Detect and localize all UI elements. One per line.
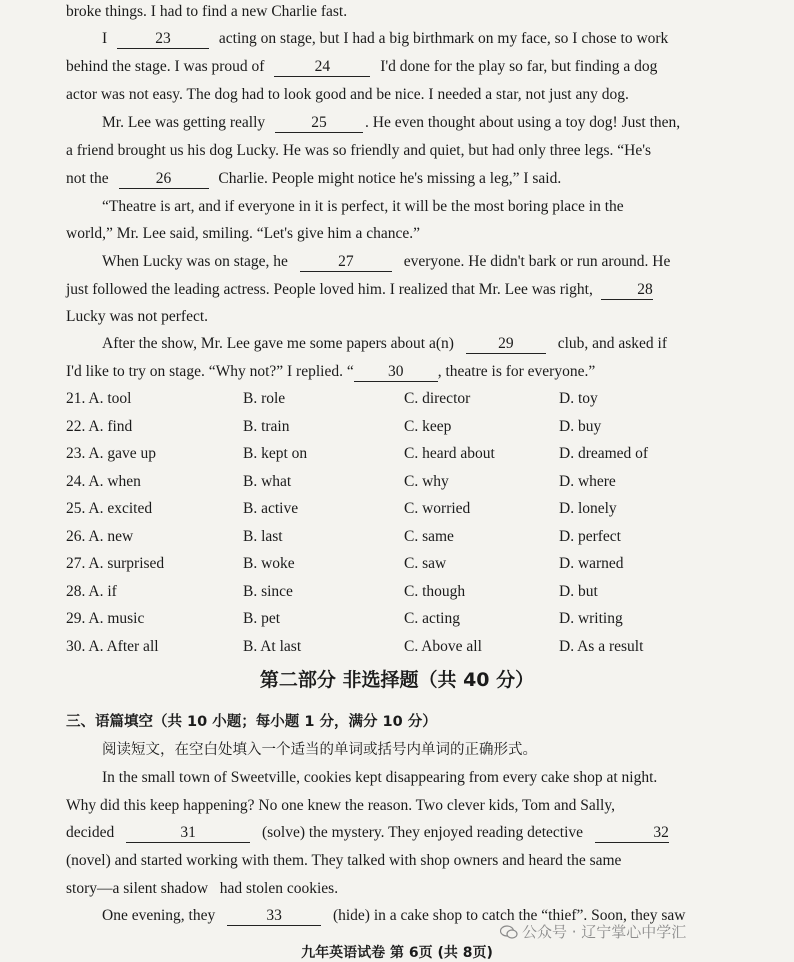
option-d: D. toy [559,390,598,407]
blank-29: 29 [466,335,546,354]
option-c: C. same [404,528,454,545]
watermark: 公众号 · 辽宁掌心中学汇 [500,921,686,942]
passage-line: I'd like to try on stage. “Why not?” I replied. “ 30 , theatre is for everyone.” [66,363,596,380]
blank-24: 24 [274,58,370,77]
option-row: 26. A. new [66,528,134,545]
option-c: C. director [404,390,471,407]
passage-line: world,” Mr. Lee said, smiling. “Let's give him a chance.” [66,225,421,242]
option-b: B. kept on [243,445,308,462]
option-d: D. buy [559,418,602,435]
option-c: C. heard about [404,445,495,462]
passage-line: broke things. I had to find a new Charlie fast. [66,3,348,20]
instruction-text: 阅读短文，在空白处填入一个适当的单词或括号内单词的正确形式。 [102,742,537,758]
passage-line: (novel) and started working with them. They talked with shop owners and heard the same [66,852,622,869]
option-c: C. worried [404,500,471,517]
option-row: 29. A. music [66,610,145,627]
option-b: B. active [243,500,299,517]
blank-28: 28 [601,281,653,300]
blank-30: 30 [354,363,438,382]
option-b: B. what [243,473,292,490]
option-d: D. where [559,473,616,490]
option-d: D. As a result [559,638,644,655]
option-b: B. pet [243,610,281,627]
option-row: 25. A. excited [66,500,153,517]
passage-line: I 23 acting on stage, but I had a big birthmark on my face, so I chose to work [102,30,669,47]
blank-25: 25 [275,114,363,133]
option-b: B. since [243,583,293,600]
blank-31: 31 [126,824,250,843]
option-row: 21. A. tool [66,390,132,407]
option-c: C. acting [404,610,460,627]
option-b: B. last [243,528,283,545]
option-row: 23. A. gave up [66,445,156,462]
passage-line: not the 26 Charlie. People might notice he's missing a leg,” I said. [66,170,562,187]
option-d: D. perfect [559,528,621,545]
passage-line: decided 31 (solve) the mystery. They enjoyed reading detective 32 [66,824,669,841]
option-row: 30. A. After all [66,638,159,655]
option-b: B. train [243,418,290,435]
passage-line: One evening, they 33 (hide) in a cake shop to catch the “thief”. Soon, they saw [102,907,686,924]
option-c: C. Above all [404,638,482,655]
passage-line: story—a silent shadow had stolen cookies. [66,880,339,897]
passage-line: In the small town of Sweetville, cookies kept disappearing from every cake shop at night. [102,769,658,786]
option-d: D. warned [559,555,624,572]
blank-26: 26 [119,170,209,189]
section-title: 三、语篇填空（共 10 小题；每小题 1 分，满分 10 分） [66,714,437,730]
option-c: C. though [404,583,466,600]
blank-23: 23 [117,30,209,49]
passage-line: “Theatre is art, and if everyone in it is perfect, it will be the most boring place in the [102,198,624,215]
passage-line: Mr. Lee was getting really 25 . He even thought about using a toy dog! Just then, [102,114,681,131]
option-row: 28. A. if [66,583,117,600]
option-c: C. why [404,473,449,490]
blank-33: 33 [227,907,321,926]
passage-line: just followed the leading actress. People loved him. I realized that Mr. Lee was right, 28 [66,281,653,298]
passage-line: When Lucky was on stage, he 27 everyone. He didn't bark or run around. He [102,253,671,270]
passage-line: behind the stage. I was proud of 24 I'd done for the play so far, but finding a dog [66,58,658,75]
passage-line: actor was not easy. The dog had to look good and be nice. I needed a star, not just any dog. [66,86,629,103]
option-d: D. dreamed of [559,445,649,462]
option-b: B. woke [243,555,295,572]
passage-line: a friend brought us his dog Lucky. He was so friendly and quiet, but had only three legs. “He's [66,142,652,159]
option-d: D. lonely [559,500,617,517]
option-d: D. but [559,583,598,600]
blank-27: 27 [300,253,392,272]
page-footer: 九年英语试卷 第 6页 (共 8页) [301,945,493,961]
option-d: D. writing [559,610,623,627]
option-row: 27. A. surprised [66,555,165,572]
passage-line: After the show, Mr. Lee gave me some papers about a(n) 29 club, and asked if [102,335,668,352]
wechat-icon [500,925,518,939]
option-row: 22. A. find [66,418,133,435]
option-c: C. keep [404,418,452,435]
option-b: B. role [243,390,286,407]
option-c: C. saw [404,555,447,572]
part-two-heading: 第二部分 非选择题（共 40 分） [259,669,535,691]
blank-32: 32 [595,824,669,843]
passage-line: Lucky was not perfect. [66,308,209,325]
passage-line: Why did this keep happening? No one knew the reason. Two clever kids, Tom and Sally, [66,797,615,814]
option-row: 24. A. when [66,473,141,490]
option-b: B. At last [243,638,302,655]
